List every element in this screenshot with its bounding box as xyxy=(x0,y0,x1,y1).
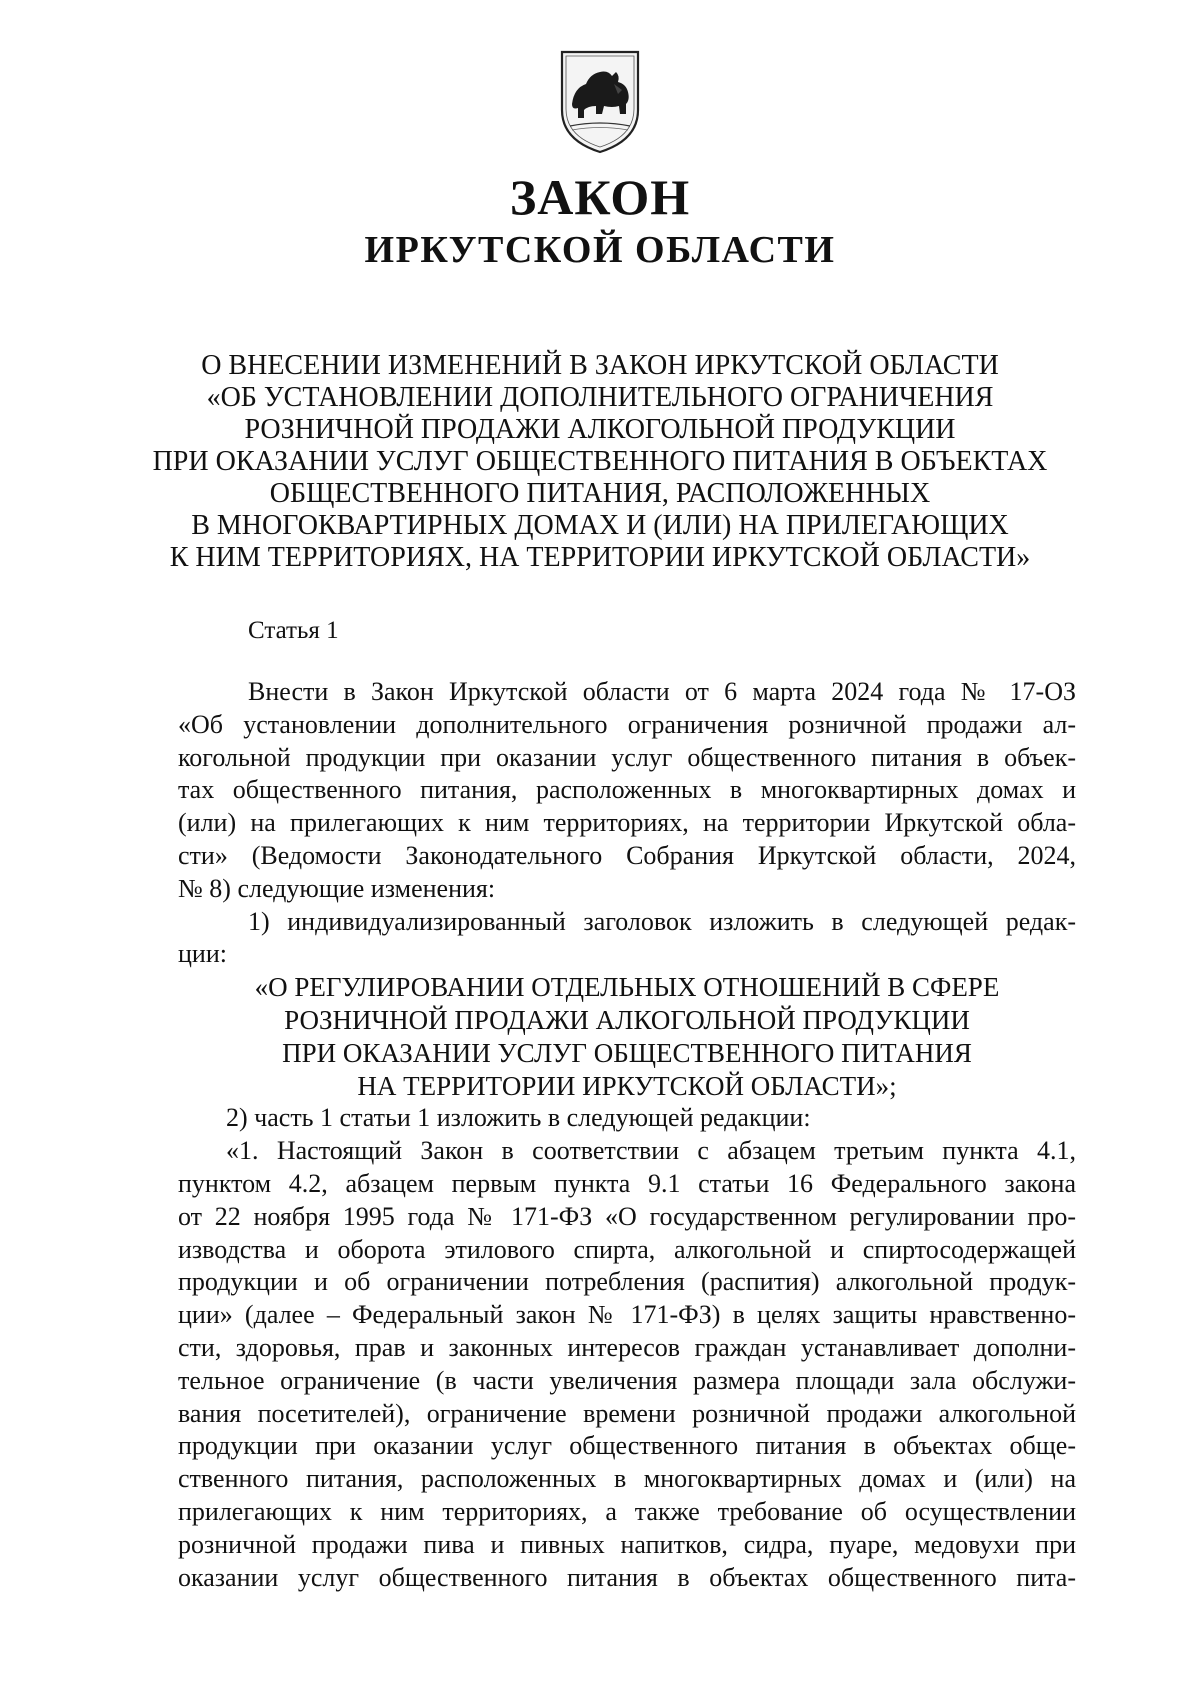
body-line: ственного питания, расположенных в многоквартирных домах и (или) на xyxy=(178,1464,1076,1494)
body-line: № 8) следующие изменения: xyxy=(178,873,496,903)
heading-line: О ВНЕСЕНИИ ИЗМЕНЕНИЙ В ЗАКОН ИРКУТСКОЙ ОБЛАСТИ xyxy=(201,350,999,381)
quoted-title-line: «О РЕГУЛИРОВАНИИ ОТДЕЛЬНЫХ ОТНОШЕНИЙ В СФЕРЕ xyxy=(254,972,1000,1003)
law-title: ЗАКОН xyxy=(509,169,691,225)
body-line: изводства и оборота этилового спирта, алкогольной и спиртосодержащей xyxy=(178,1234,1076,1264)
body-line: (или) на прилегающих к ним территориях, на территории Иркутской обла- xyxy=(178,808,1076,838)
body-line: «Об установлении дополнительного ограничения розничной продажи ал- xyxy=(178,709,1076,739)
heading-line: В МНОГОКВАРТИРНЫХ ДОМАХ И (ИЛИ) НА ПРИЛЕГАЮЩИХ xyxy=(191,510,1009,541)
quoted-title-line: ПРИ ОКАЗАНИИ УСЛУГ ОБЩЕСТВЕННОГО ПИТАНИЯ xyxy=(282,1037,972,1068)
body-line: сти» (Ведомости Законодательного Собрания Иркутской области, 2024, xyxy=(178,840,1076,870)
coat-of-arms-icon xyxy=(556,48,644,156)
body-line: сти, здоровья, прав и законных интересов граждан устанавливает дополни- xyxy=(178,1332,1076,1362)
body-line: 2) часть 1 статьи 1 изложить в следующей редакции: xyxy=(226,1103,811,1133)
body-line: продукции при оказании услуг общественного питания в объектах обще- xyxy=(178,1431,1076,1461)
law-region-title: ИРКУТСКОЙ ОБЛАСТИ xyxy=(364,229,836,271)
heading-line: РОЗНИЧНОЙ ПРОДАЖИ АЛКОГОЛЬНОЙ ПРОДУКЦИИ xyxy=(244,414,956,445)
article-label: Статья 1 xyxy=(248,617,339,644)
body-line: 1) индивидуализированный заголовок изложить в следующей редак- xyxy=(248,906,1076,936)
heading-line: ОБЩЕСТВЕННОГО ПИТАНИЯ, РАСПОЛОЖЕННЫХ xyxy=(269,478,931,509)
body-line: вания посетителей), ограничение времени розничной продажи алкогольной xyxy=(178,1398,1076,1428)
law-heading xyxy=(150,350,1050,574)
heading-line: К НИМ ТЕРРИТОРИЯХ, НА ТЕРРИТОРИИ ИРКУТСКОЙ ОБЛАСТИ» xyxy=(169,542,1031,573)
body-line: оказании услуг общественного питания в объектах общественного пита- xyxy=(178,1562,1076,1592)
body-line: от 22 ноября 1995 года № 171-ФЗ «О государственном регулировании про- xyxy=(178,1201,1076,1231)
body-line: Внести в Закон Иркутской области от 6 марта 2024 года № 17-ОЗ xyxy=(248,677,1076,706)
body-line: прилегающих к ним территориях, а также требование об осуществлении xyxy=(178,1496,1076,1526)
body-line: ции: xyxy=(178,939,227,969)
heading-line: ПРИ ОКАЗАНИИ УСЛУГ ОБЩЕСТВЕННОГО ПИТАНИЯ В ОБЪЕКТАХ xyxy=(152,446,1048,477)
heading-line: «ОБ УСТАНОВЛЕНИИ ДОПОЛНИТЕЛЬНОГО ОГРАНИЧЕНИЯ xyxy=(206,382,994,413)
body-line: розничной продажи пива и пивных напитков, сидра, пуаре, медовухи при xyxy=(178,1529,1076,1559)
body-line: продукции и об ограничении потребления (распития) алкогольной продук- xyxy=(178,1267,1076,1297)
body-line: пунктом 4.2, абзацем первым пункта 9.1 статьи 16 Федерального закона xyxy=(178,1168,1076,1198)
body-line: «1. Настоящий Закон в соответствии с абзацем третьим пункта 4.1, xyxy=(226,1136,1076,1166)
quoted-title-line: РОЗНИЧНОЙ ПРОДАЖИ АЛКОГОЛЬНОЙ ПРОДУКЦИИ xyxy=(284,1004,970,1035)
article-body xyxy=(178,676,1076,1594)
body-line: ции» (далее – Федеральный закон № 171-ФЗ) в целях защиты нравственно- xyxy=(178,1300,1076,1330)
body-line: тах общественного питания, расположенных в многоквартирных домах и xyxy=(178,775,1076,805)
body-line: тельное ограничение (в части увеличения размера площади зала обслужи- xyxy=(178,1365,1076,1395)
body-line: когольной продукции при оказании услуг общественного питания в объек- xyxy=(178,742,1076,772)
quoted-title-line: НА ТЕРРИТОРИИ ИРКУТСКОЙ ОБЛАСТИ»; xyxy=(357,1070,897,1101)
